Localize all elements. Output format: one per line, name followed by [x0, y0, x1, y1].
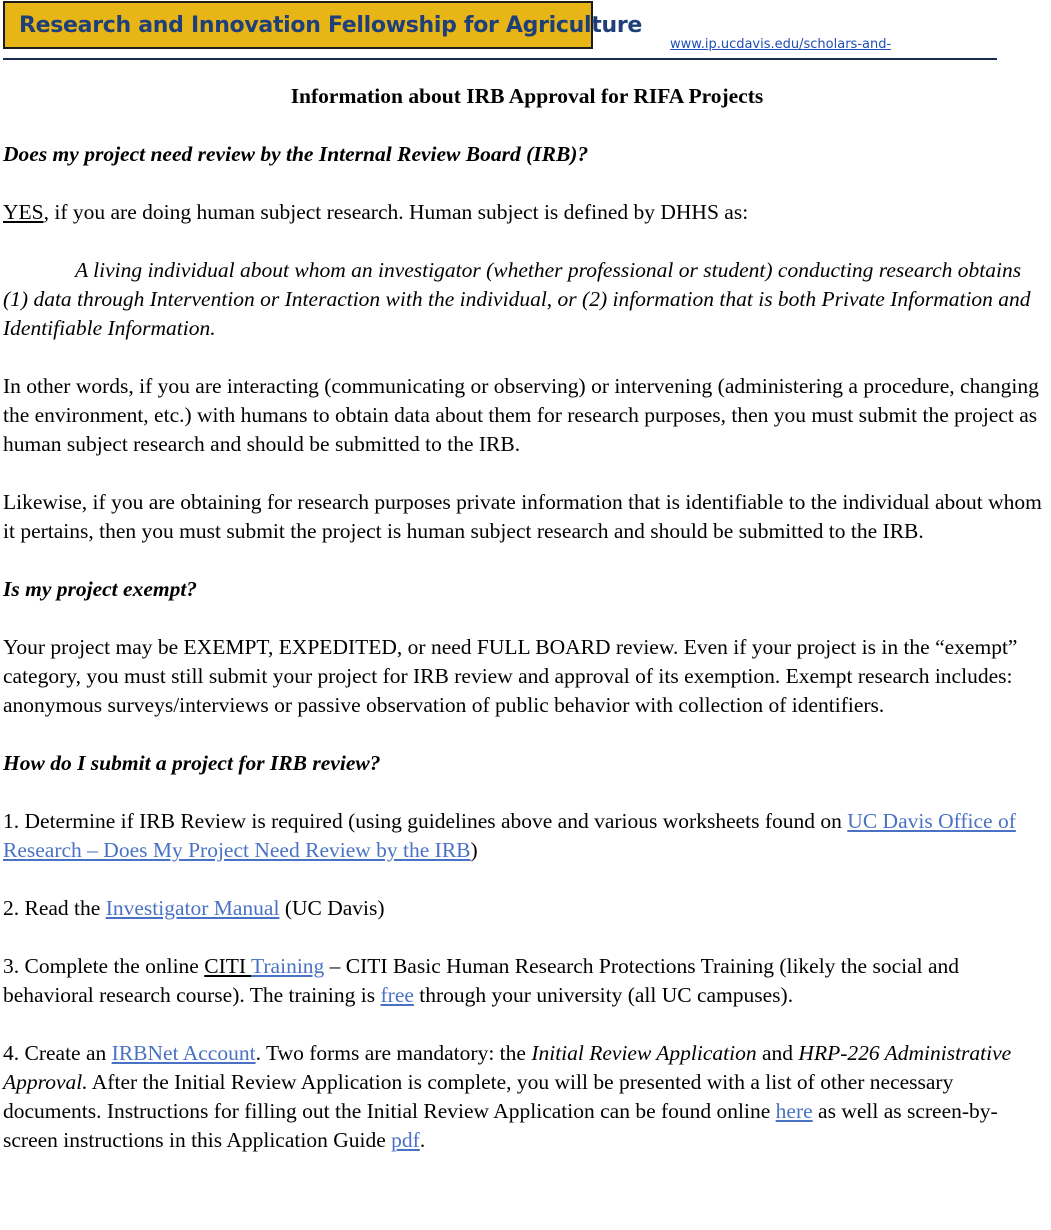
header-banner-logo: Research and Innovation Fellowship for Agriculture [3, 1, 593, 49]
question-exempt: Is my project exempt? [3, 577, 198, 601]
step-3-text: 3. Complete the online [3, 954, 205, 978]
question-submit: How do I submit a project for IRB review? [3, 751, 381, 775]
irbnet-account-link[interactable]: IRBNet Account [111, 1041, 256, 1065]
step-3-after: through your university (all UC campuses). [413, 983, 794, 1007]
paragraph-exempt: Your project may be EXEMPT, EXPEDITED, or need FULL BOARD review. Even if your project is in the “exempt” category, you must still submit your project for IRB review and approval of its exemption. Exempt research includes: anonymous surveys/interviews or passive observation of public behavior with collection of identifiers. [3, 635, 1018, 717]
hrp-226-form: HRP-226 Administrative Approval. [3, 1041, 1012, 1094]
training-link[interactable]: Training [251, 954, 325, 978]
investigator-manual-link[interactable]: Investigator Manual [105, 896, 280, 920]
yes-label: YES [3, 200, 44, 224]
yes-paragraph [3, 198, 1051, 227]
step-4-mid2: After the Initial Review Application is complete, you will be presented with a list of other necessary documents. Instructions for filling out the Initial Review Application can be found online [3, 1070, 954, 1123]
step-3 [3, 952, 1051, 1010]
paragraph-other-words: In other words, if you are interacting (communicating or observing) or intervening (administering a procedure, changing the environment, etc.) with humans to obtain data about them for research purposes, then you must submit the project as human subject research and should be submitted to the IRB. [3, 374, 1039, 456]
document-body [3, 82, 1051, 1184]
step-4-and: and [756, 1041, 799, 1065]
step-1-after: ) [470, 838, 478, 862]
paragraph-likewise: Likewise, if you are obtaining for research purposes private information that is identifiable to the individual about whom it pertains, then you must submit the project is human subject research and should be submitted to the IRB. [3, 490, 1042, 543]
human-subject-definition: A living individual about whom an investigator (whether professional or student) conducting research obtains (1) data through Intervention or Interaction with the individual, or (2) information that is both Private Information and Identifiable Information. [3, 258, 1031, 340]
pdf-link[interactable]: pdf [391, 1128, 420, 1152]
step-4-mid1: . Two forms are mandatory: the [255, 1041, 532, 1065]
step-2-text: 2. Read the [3, 896, 106, 920]
step-4 [3, 1039, 1051, 1155]
header-divider [3, 58, 997, 60]
here-link[interactable]: here [775, 1099, 813, 1123]
step-4-end: . [419, 1128, 426, 1152]
step-1-text: 1. Determine if IRB Review is required (using guidelines above and various worksheets found on [3, 809, 848, 833]
step-2 [3, 894, 1051, 923]
free-link[interactable]: free [380, 983, 414, 1007]
uc-davis-office-of-research-link[interactable]: UC Davis Office of Research – Does My Project Need Review by the IRB [3, 809, 1016, 862]
yes-paragraph-text: , if you are doing human subject research. Human subject is defined by DHHS as: [43, 200, 749, 224]
step-1 [3, 807, 1051, 865]
page-title: Information about IRB Approval for RIFA Projects [290, 84, 764, 108]
header-url-link[interactable]: www.ip.ucdavis.edu/scholars-and- [670, 37, 892, 52]
question-irb-review: Does my project need review by the Internal Review Board (IRB)? [3, 142, 589, 166]
citi-link[interactable]: CITI [204, 954, 252, 978]
step-3-mid: – CITI Basic Human Research Protections Training (likely the social and behavioral research course). The training is [3, 954, 960, 1007]
step-4-mid3: as well as screen-by-screen instructions in this Application Guide [3, 1099, 998, 1152]
initial-review-application-form: Initial Review Application [531, 1041, 757, 1065]
step-2-after: (UC Davis) [279, 896, 385, 920]
step-4-text: 4. Create an [3, 1041, 112, 1065]
